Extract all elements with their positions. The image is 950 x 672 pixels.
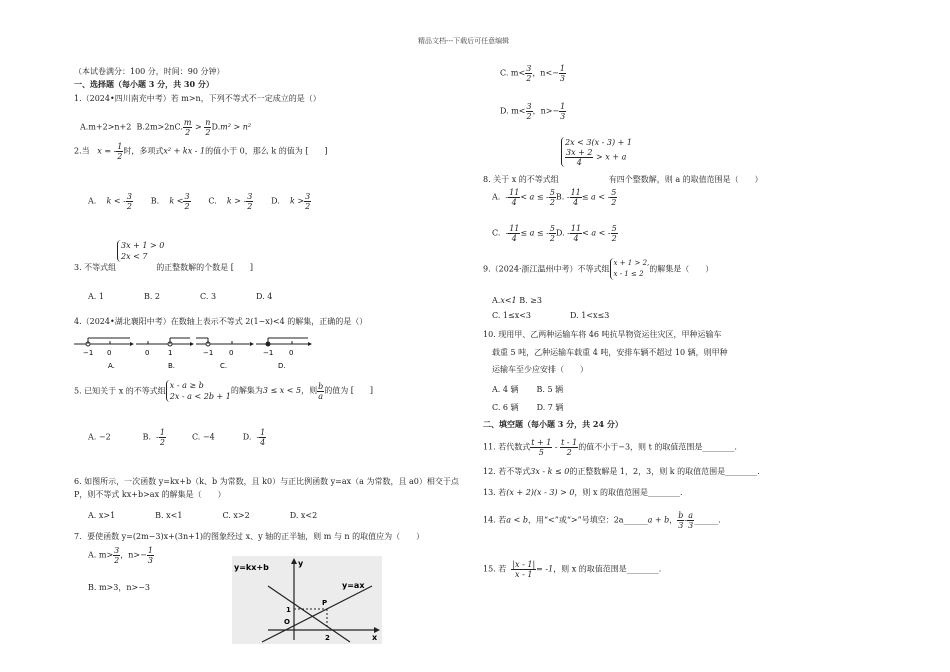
q4-option-b: B. (168, 362, 176, 370)
q9-ineq-2: x - 1 ≤ 2 (613, 270, 644, 278)
q15-prefix: 15. 若 (483, 564, 507, 574)
q3-option-b: B. 2 (143, 292, 161, 301)
q5-options (88, 428, 266, 447)
q4-d-label-1: −1 (263, 349, 274, 357)
q2-option-d: D. (271, 196, 280, 206)
q1-option-a: A.m+2>n+2 (80, 122, 132, 132)
q2-d-frac: $\frac{3}{2}$ (305, 192, 311, 211)
q5-option-c: C. −4 (191, 432, 215, 442)
q4-b-label-2: 1 (168, 349, 173, 357)
section-fill-title: 二、填空题（每小题 3 分，共 24 分） (483, 419, 623, 429)
page-header: 精品文档---下载后可任意编辑 (418, 37, 510, 45)
q4-a-label-1: −1 (83, 349, 94, 357)
q10-options-cd (492, 402, 563, 413)
q7-option-a (88, 546, 154, 565)
q4-b-label-1: 0 (145, 349, 150, 357)
q7-option-d (500, 102, 566, 121)
q5-mid: 的解集为 (230, 386, 263, 395)
q1-option-c: C. (174, 122, 183, 132)
q4-a-label-2: 0 (107, 349, 112, 357)
q8-a-sign: - (505, 192, 509, 202)
q7-a-mid: ，n>− (120, 550, 147, 560)
q9-options-ab (492, 296, 542, 305)
q10-line1: 10. 现用甲、乙两种运输车将 46 吨抗旱物资运往灾区，甲种运输车 (483, 330, 722, 339)
label-origin: O (284, 618, 290, 626)
q5-b-frac: $\frac{1}{2}$ (159, 428, 165, 447)
q8-option-b: B. (555, 192, 565, 202)
label-p: P (322, 599, 328, 607)
q6-option-c: C. x>2 (222, 511, 250, 520)
q2-b-frac: $\frac{3}{2}$ (184, 192, 190, 211)
q7-c-frac2: $\frac{1}{3}$ (559, 64, 565, 83)
q6-stem-line1: 6. 如图所示，一次函数 y=kx+b（k、b 为常数，且 k0）与正比例函数 y=ax（a 为常数，且 a0）相交于点 (74, 477, 459, 486)
q8-frac: $\frac{3x + 2}{4}$ (566, 148, 593, 167)
q1-c-frac1: $\frac{m}{2}$ (183, 118, 192, 137)
q3-ineq-2: 2x < 7 (121, 252, 148, 261)
q8-options-cd (492, 224, 618, 243)
q6-options (88, 511, 317, 520)
q7-a-frac1: $\frac{3}{2}$ (114, 546, 120, 565)
q1-stem: 1.（2024•四川南充中考）若 m>n，下列不等式不一定成立的是（） (74, 94, 321, 103)
q14-mid2: ， (669, 515, 678, 525)
q9-option-c: C. 1≤x<3 (492, 311, 532, 320)
q8-c-sign: - (505, 228, 509, 238)
q13-prefix: 13. 若 (483, 488, 507, 497)
exam-info: （本试卷满分：100 分，时间：90 分钟） (74, 67, 225, 76)
q4-c-label-1: −1 (203, 349, 214, 357)
q8-d-frac2: $\frac{5}{2}$ (611, 224, 617, 243)
q5-ba-frac: $\frac{b}{a}$ (318, 381, 324, 401)
q14-expr2: a + b (647, 515, 670, 525)
q7-a-frac2: $\frac{1}{3}$ (147, 546, 153, 565)
q2-x-value: x = - (97, 146, 117, 156)
q7-d-frac2: $\frac{1}{3}$ (560, 102, 566, 121)
q3-option-c: C. 3 (200, 292, 217, 301)
q9-suffix: 的解集是（ ） (649, 264, 714, 274)
q2-d-expr: k > (290, 196, 305, 206)
q2-polynomial: x² + kx - 1 (163, 146, 206, 156)
q11-prefix: 11. 若代数式 (483, 442, 531, 452)
q5-b-sign: - (156, 432, 159, 442)
q3-ineq-1: 3x + 1 > 0 (121, 241, 165, 250)
q5-d-sign: - (256, 432, 260, 442)
q4-c-label-2: 0 (229, 349, 234, 357)
q8-option-d: D. (555, 228, 565, 238)
q10-options-ab (492, 384, 563, 395)
q2-suffix: 的值小于 0，那么 k 的值为 [ ] (205, 146, 328, 156)
q14-mid: ，用“<”或“>”号填空：2a______ (527, 515, 648, 525)
q2-stem (74, 142, 328, 161)
q7-c-mid: ，n<− (532, 68, 559, 78)
q2-half-frac: $\frac{1}{2}$ (117, 142, 123, 161)
q9-stem (483, 258, 713, 280)
q11-frac2: $\frac{t - 1}{2}$ (561, 438, 578, 457)
q15-stem (483, 560, 661, 579)
q5-option-a: A. −2 (88, 432, 111, 442)
q11-frac1: $\frac{t + 1}{5}$ (531, 438, 552, 457)
q1-d-expr: m² > n² (220, 122, 252, 132)
q6-stem-line2: P，则不等式 kx+b>ax 的解集是（ ） (74, 490, 226, 499)
q10-option-b: B. 5 辆 (536, 385, 564, 394)
q8-d-mid: < a < - (582, 228, 611, 238)
q8-d-frac1: $\frac{11}{4}$ (570, 224, 582, 243)
q11-suffix: 的值不小于−3，则 t 的取值范围是________. (578, 442, 737, 452)
q3-system (117, 240, 164, 262)
q8-d-sign: - (567, 228, 570, 238)
q5-option-b: B. (142, 432, 152, 442)
q8-a-mid: < a ≤ - (520, 192, 549, 202)
q5-ineq-2: 2x - a < 2b + 1 (169, 392, 231, 401)
q8-ineq-2-rest: > x + a (596, 152, 627, 162)
q11-stem (483, 438, 737, 457)
q12-suffix: 的正整数解是 1，2，3，则 k 的取值范围是________. (569, 467, 760, 476)
q2-option-c: C. (208, 196, 217, 206)
q8-prefix: 8. 关于 x 的不等式组 (483, 175, 559, 184)
q3-stem (74, 262, 253, 273)
q14-frac2: $\frac{a}{3}$ (688, 511, 694, 530)
q5-range: 3 ≤ x < 5 (262, 386, 302, 395)
q5-ineq-1: x - a ≥ b (169, 381, 204, 390)
q14-stem (483, 511, 721, 530)
section-choice-title: 一、选择题（每小题 3 分，共 30 分） (74, 79, 214, 89)
q11-minus: - (554, 442, 558, 452)
q6-option-a: A. x>1 (88, 511, 116, 520)
q5-suffix: 的值为 [ ] (324, 386, 374, 395)
label-two: 2 (325, 634, 330, 642)
q2-option-a: A. (88, 196, 97, 206)
q5-option-d: D. (242, 432, 252, 442)
q4-d-label-2: 0 (289, 349, 294, 357)
q8-a-frac2: $\frac{5}{2}$ (549, 188, 555, 207)
q10-option-d: D. 7 辆 (536, 403, 564, 412)
q4-number-lines (72, 334, 312, 372)
q14-frac1: $\frac{b}{3}$ (678, 511, 684, 530)
q4-option-c: C. (220, 362, 228, 370)
q2-a-frac: $\frac{3}{2}$ (126, 192, 132, 211)
q9-option-a: A. (492, 296, 501, 305)
q3-prefix: 3. 不等式组 (74, 263, 117, 272)
q8-c-frac2: $\frac{5}{2}$ (549, 224, 555, 243)
label-y: y (298, 559, 304, 568)
q7-a-pre: A. m> (88, 550, 114, 560)
q14-prefix: 14. 若 (483, 515, 507, 525)
q12-stem (483, 466, 760, 477)
q13-expr: (x + 2)(x - 3) > 0 (506, 488, 575, 497)
q5-d-frac: $\frac{1}{4}$ (260, 428, 266, 447)
q8-a-frac1: $\frac{11}{4}$ (509, 188, 520, 207)
q8-system (561, 137, 632, 167)
q9-ineq-1: x + 1 > 2, (613, 259, 650, 267)
q7-option-b: B. m>3，n>−3 (88, 583, 150, 592)
q9-prefix: 9.（2024·浙江温州中考）不等式组 (483, 264, 610, 274)
q7-d-frac1: $\frac{3}{2}$ (526, 102, 532, 121)
q2-c-expr: k > - (226, 196, 247, 206)
q7-c-pre: C. m< (500, 68, 526, 78)
q2-b-expr: k < (169, 196, 184, 206)
q3-option-a: A. 1 (88, 292, 104, 301)
q2-prefix: 2.当 (74, 146, 90, 156)
q4-line-c (196, 338, 254, 357)
q3-option-d: D. 4 (256, 292, 273, 301)
q6-option-b: B. x<1 (155, 511, 183, 520)
q1-option-d: D. (211, 122, 221, 132)
q2-options (88, 192, 311, 211)
q3-suffix: 的正整数解的个数是 [ ] (156, 263, 253, 272)
q8-ineq-1: 2x < 3(x - 3) + 1 (565, 138, 632, 147)
q2-option-b: B. (150, 196, 160, 206)
q14-minus: - (684, 515, 688, 525)
q1-option-b: B.2m>2n (136, 122, 175, 132)
q12-prefix: 12. 若不等式 (483, 467, 531, 476)
q8-option-a: A. (492, 192, 501, 202)
q15-suffix: ，则 x 的取值范围是________. (553, 564, 662, 574)
q9-option-b: B. ≥3 (519, 296, 542, 305)
q3-options (88, 292, 272, 301)
q6-graph (232, 556, 382, 644)
q4-option-a: A. (108, 362, 115, 370)
label-x: x (372, 633, 378, 642)
q13-stem (483, 487, 683, 498)
q2-c-frac: $\frac{3}{2}$ (247, 192, 253, 211)
q8-c-mid: ≤ a ≤ - (520, 228, 549, 238)
q13-suffix: ，则 x 的取值范围是________. (574, 488, 683, 497)
q10-option-c: C. 6 辆 (492, 403, 519, 412)
q4-line-b (136, 338, 194, 357)
q8-stem (483, 174, 763, 185)
q8-b-frac1: $\frac{11}{4}$ (570, 188, 581, 207)
q7-d-mid: ，n>− (532, 106, 560, 116)
label-ykxb: y=kx+b (234, 563, 269, 572)
q1-options: A.m+2>n+2 B.2m>2nC. $\frac{m}{2}$ > $\frac{n}{2}$ D.m² > n² (80, 118, 252, 137)
q6-option-d: D. x<2 (289, 511, 318, 520)
q8-b-frac2: $\frac{5}{2}$ (611, 188, 617, 207)
q10-line3: 运输车至少应安排（ ） (492, 365, 588, 374)
q14-suffix: ______. (694, 515, 721, 525)
q5-then: ，则 (301, 386, 318, 395)
q8-suffix: 有四个整数解，则 a 的取值范围是（ ） (608, 175, 763, 184)
q10-line2: 载重 5 吨，乙种运输车载重 4 吨，安排车辆不超过 10 辆，则甲种 (492, 348, 728, 357)
q8-b-mid: ≤ a < - (581, 192, 611, 202)
q8-option-c: C. (492, 228, 501, 238)
q4-option-d: D. (278, 362, 286, 370)
q7-c-frac1: $\frac{3}{2}$ (526, 64, 532, 83)
q2-a-expr: k < - (106, 196, 126, 206)
q12-expr: 3x - k ≤ 0 (530, 467, 570, 476)
q8-options-ab (492, 188, 617, 207)
q5-stem (74, 380, 373, 402)
label-yax: y=ax (342, 581, 365, 590)
q4-line-d (256, 338, 312, 357)
q15-eq: = -1 (536, 564, 554, 574)
q4-line-a (74, 338, 134, 357)
label-one: 1 (286, 606, 291, 614)
q7-d-pre: D. m< (500, 106, 526, 116)
q14-expr: a < b (506, 515, 528, 525)
q7-option-c (500, 64, 566, 83)
q5-prefix: 5. 已知关于 x 的不等式组 (74, 386, 166, 396)
q8-c-frac1: $\frac{11}{4}$ (509, 224, 520, 243)
q15-frac: $\frac{|x - 1|}{x - 1}$ (512, 560, 536, 579)
q2-mid: 时，多项式 (123, 146, 164, 156)
q8-b-sign: - (566, 192, 570, 202)
q1-c-frac2: $\frac{n}{2}$ (205, 118, 211, 137)
q4-stem: 4.（2024•湖北襄阳中考）在数轴上表示不等式 2(1−x)<4 的解集，正确的是（） (74, 317, 368, 326)
q10-option-a: A. 4 辆 (492, 385, 519, 394)
q9-a-expr: x<1 (500, 296, 517, 305)
q7-stem: 7．要使函数 y=(2m−3)x+(3n+1)的图象经过 x、y 轴的正半轴，则 m 与 n 的取值应为（ ） (74, 532, 425, 541)
q9-option-d: D. 1<x≤3 (570, 311, 610, 320)
